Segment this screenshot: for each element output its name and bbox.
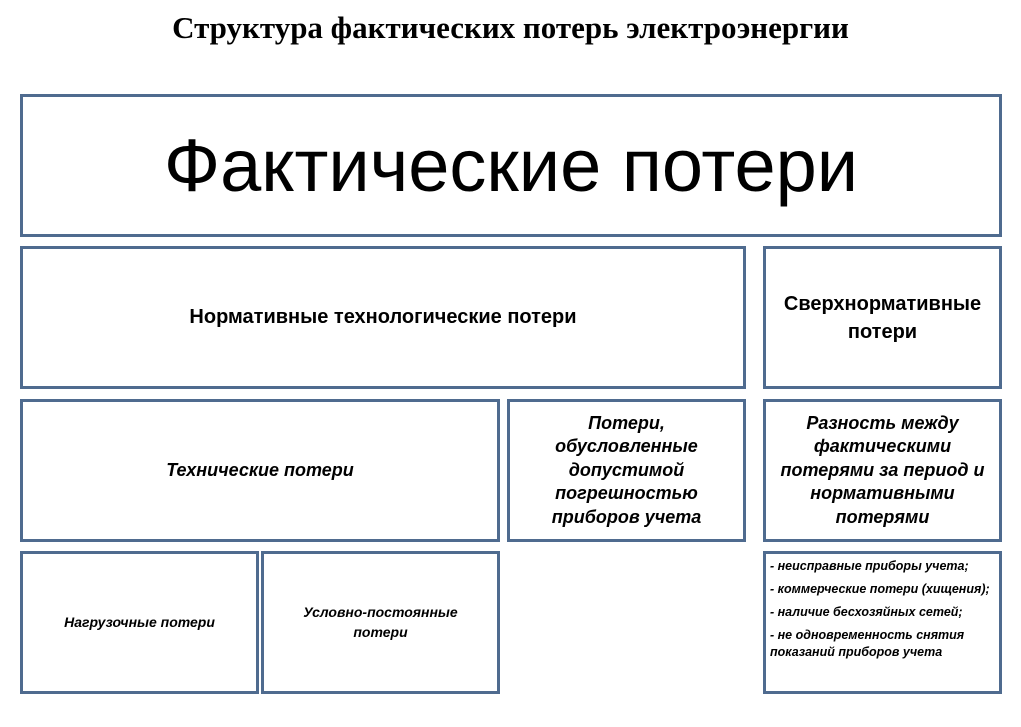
node-label: Фактические потери — [163, 124, 859, 207]
node-technical-losses — [20, 399, 500, 542]
node-difference — [763, 399, 1002, 542]
diagram-title: Структура фактических потерь электроэнергии — [172, 10, 849, 45]
node-label: Технические потери — [166, 459, 354, 480]
node-metering-error-losses — [507, 399, 746, 542]
node-actual-losses — [20, 94, 1002, 237]
node-label: Условно-постоянные потери — [303, 603, 458, 640]
node-load-losses — [20, 551, 259, 694]
cause-item: - наличие бесхозяйных сетей; — [770, 604, 963, 619]
cause-item: - неисправные приборы учета; — [770, 559, 969, 573]
node-fixed-losses — [261, 551, 500, 694]
cause-item: - не одновременность снятия показаний приборов учета — [770, 627, 965, 659]
node-label: Потери, обусловленные допустимой погрешностью приборов учета — [551, 413, 702, 527]
cause-item: - коммерческие потери (хищения); — [770, 581, 990, 596]
node-label: Нормативные технологические потери — [189, 306, 577, 328]
node-normative-losses — [20, 246, 746, 389]
node-label: Нагрузочные потери — [64, 613, 215, 630]
node-excess-losses — [763, 246, 1002, 389]
node-label: Сверхнормативные потери — [783, 292, 982, 343]
causes-list — [770, 558, 995, 666]
node-causes-list — [763, 551, 1002, 694]
node-label: Разность между фактическими потерями за период и нормативными потерями — [780, 413, 985, 527]
